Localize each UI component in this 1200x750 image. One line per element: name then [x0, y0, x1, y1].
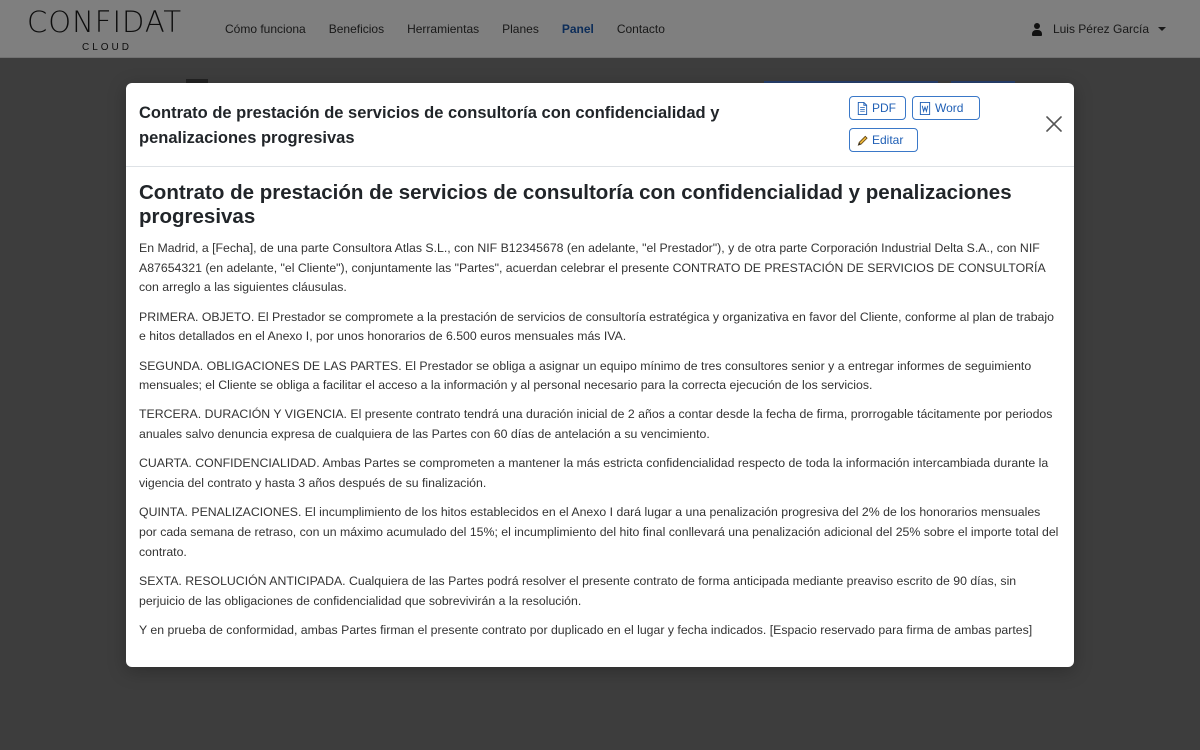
edit-button-label: Editar [872, 133, 904, 147]
download-pdf-button[interactable] [849, 96, 906, 120]
close-icon[interactable] [1044, 114, 1064, 134]
modal-header [126, 83, 1074, 167]
pdf-button-label: PDF [872, 101, 896, 115]
document-clause-tercera: TERCERA. DURACIÓN Y VIGENCIA. El presente contrato tendrá una duración inicial de 2 años a contar desde la fecha de firma, prorrogable tácitamente por periodos anuales salvo denuncia expresa de cualquiera de las Partes con 60 días de antelación a su vencimiento. [139, 407, 1053, 442]
document-preview-modal [126, 83, 1074, 667]
document-clause-primera: PRIMERA. OBJETO. El Prestador se compromete a la prestación de servicios de consultoría estratégica y organizativa en favor del Cliente, conforme al plan de trabajo e hitos detallados en el Anexo I, por unos honorarios de 6.500 euros mensuales más IVA. [139, 309, 1054, 344]
document-closing: Y en prueba de conformidad, ambas Partes firman el presente contrato por duplicado en el lugar y fecha indicados. [Espacio reservado para firma de ambas partes] [139, 622, 1033, 637]
document-title: Contrato de prestación de servicios de consultoría con confidencialidad y penalizaciones progresivas [139, 181, 1012, 228]
document-clause-sexta: SEXTA. RESOLUCIÓN ANTICIPADA. Cualquiera de las Partes podrá resolver el presente contrato de forma anticipada mediante preaviso escrito de 90 días, sin perjuicio de las obligaciones de confidencialidad que sobrevivirán a la resolución. [139, 573, 1017, 608]
word-button-label: Word [935, 101, 964, 115]
document-clause-cuarta: CUARTA. CONFIDENCIALIDAD. Ambas Partes se comprometen a mantener la más estricta confidencialidad respecto de toda la información intercambiada durante la vigencia del contrato y hasta 3 años después de su finalización. [139, 456, 1049, 491]
edit-button[interactable] [849, 128, 918, 152]
pdf-file-icon [856, 102, 868, 115]
document-paragraph-intro: En Madrid, a [Fecha], de una parte Consultora Atlas S.L., con NIF B12345678 (en adelante, "el Prestador"), y de otra parte Corporación Industrial Delta S.A., con NIF A87654321 (en adelante, "el Cliente"), conjuntamente las "Partes", acuerdan celebrar el presente CONTRATO DE PRESTACIÓN DE SERVICIOS DE CONSULTORÍA con arreglo a las siguientes cláusulas. [139, 241, 1045, 295]
document-clause-segunda: SEGUNDA. OBLIGACIONES DE LAS PARTES. El Prestador se obliga a asignar un equipo mínimo de tres consultores senior y a entregar informes de seguimiento mensuales; el Cliente se obliga a facilitar el acceso a la información y al personal necesario para la correcta ejecución de los servicios. [139, 358, 1032, 393]
document-clause-quinta: QUINTA. PENALIZACIONES. El incumplimiento de los hitos establecidos en el Anexo I dará lugar a una penalización progresiva del 2% de los honorarios mensuales por cada semana de retraso, con un máximo acumulado del 15%; el incumplimiento del hito final conllevará una penalización adicional del 25% sobre el importe total del contrato. [139, 505, 1059, 559]
modal-title: Contrato de prestación de servicios de consultoría con confidencialidad y penalizaciones progresivas [139, 104, 720, 147]
word-file-icon [919, 102, 931, 115]
document-body [139, 181, 1061, 650]
download-word-button[interactable] [912, 96, 980, 120]
pencil-icon [856, 134, 868, 147]
